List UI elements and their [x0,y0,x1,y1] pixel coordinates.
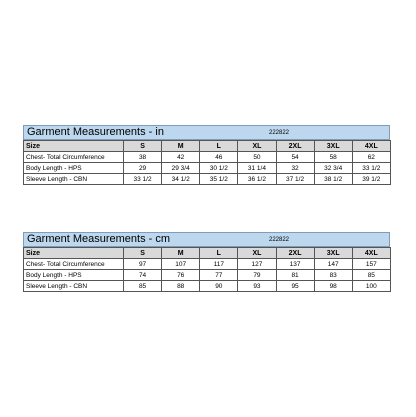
table-cell: 62 [352,152,390,163]
size-header-cell: S [124,248,162,259]
table-cell: 74 [124,270,162,281]
table-cell: 35 1/2 [200,174,238,185]
table-row [24,270,391,281]
table-cell: 42 [162,152,200,163]
table-cell: 29 3/4 [162,163,200,174]
row-label: Body Length - HPS [24,270,124,281]
table-cell: 76 [162,270,200,281]
table-cell: 37 1/2 [276,174,314,185]
table-title-cm: Garment Measurements - cm [27,233,171,245]
table-cell: 33 1/2 [352,163,390,174]
table-cell: 98 [314,281,352,292]
table-cell: 83 [314,270,352,281]
table-row [24,163,391,174]
table-row [24,281,391,292]
table-cell: 34 1/2 [162,174,200,185]
table-cell: 147 [314,259,352,270]
table-cell: 50 [238,152,276,163]
row-label: Sleeve Length - CBN [24,174,124,185]
table-cell: 85 [124,281,162,292]
measurements-table-cm [23,247,391,292]
table-cell: 95 [276,281,314,292]
table-cell: 54 [276,152,314,163]
size-header-row [24,141,391,152]
size-header-cell: 3XL [314,248,352,259]
table-cell: 79 [238,270,276,281]
table-cell: 100 [352,281,390,292]
table-cell: 39 1/2 [352,174,390,185]
size-header-cell: L [200,141,238,152]
table-cell: 36 1/2 [238,174,276,185]
table-cell: 30 1/2 [200,163,238,174]
table-cell: 93 [238,281,276,292]
measurements-table-inches [23,140,391,185]
size-header-cell: 4XL [352,141,390,152]
size-header-cell: 2XL [276,248,314,259]
style-code-inches: 222822 [269,130,290,136]
table-cell: 107 [162,259,200,270]
table-cell: 58 [314,152,352,163]
table-cell: 77 [200,270,238,281]
table-cell: 157 [352,259,390,270]
table-row [24,152,391,163]
measurements-inches-block [23,125,390,185]
table-cell: 31 1/4 [238,163,276,174]
size-header-cell: M [162,248,200,259]
table-cell: 32 [276,163,314,174]
table-cell: 85 [352,270,390,281]
table-cell: 46 [200,152,238,163]
size-header-cell: 4XL [352,248,390,259]
size-header-cell: 3XL [314,141,352,152]
size-header-cell: L [200,248,238,259]
size-header-cell: XL [238,141,276,152]
table-cell: 97 [124,259,162,270]
row-label: Chest- Total Circumference [24,152,124,163]
table-cell: 88 [162,281,200,292]
table-cell: 137 [276,259,314,270]
size-header-cell: S [124,141,162,152]
table-cell: 38 [124,152,162,163]
table-cell: 32 3/4 [314,163,352,174]
table-row [24,174,391,185]
table-cell: 127 [238,259,276,270]
table-title-inches: Garment Measurements - in [27,126,164,138]
size-header-cell: 2XL [276,141,314,152]
row-label: Sleeve Length - CBN [24,281,124,292]
table-cell: 90 [200,281,238,292]
table-cell: 29 [124,163,162,174]
measurements-cm-block [23,232,390,292]
size-header-cell: XL [238,248,276,259]
title-bar-inches [23,125,390,140]
table-row [24,259,391,270]
style-code-cm: 222822 [269,237,290,243]
table-cell: 117 [200,259,238,270]
row-label: Body Length - HPS [24,163,124,174]
size-header-label: Size [24,248,124,259]
title-bar-cm [23,232,390,247]
table-cell: 38 1/2 [314,174,352,185]
table-cell: 81 [276,270,314,281]
size-header-row [24,248,391,259]
size-header-cell: M [162,141,200,152]
table-cell: 33 1/2 [124,174,162,185]
size-header-label: Size [24,141,124,152]
row-label: Chest- Total Circumference [24,259,124,270]
